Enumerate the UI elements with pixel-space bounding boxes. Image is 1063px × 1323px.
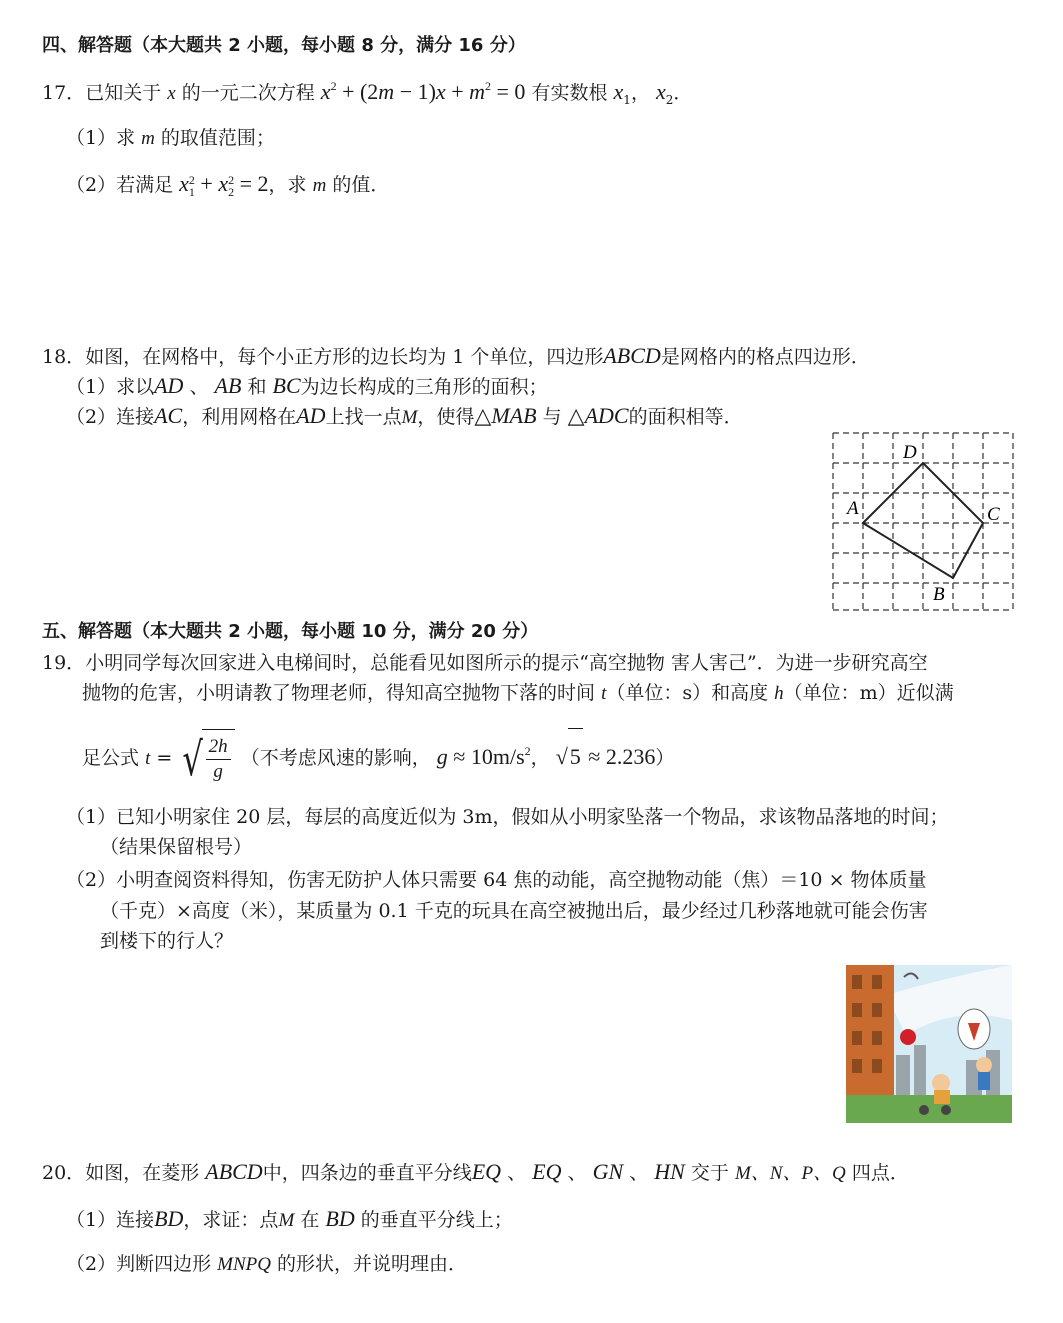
var: x <box>167 83 176 104</box>
text: 如图，在菱形 <box>85 1162 200 1184</box>
question-20-part-1 <box>66 1207 513 1233</box>
text: （单位：m）近似满 <box>783 682 954 704</box>
text: （1）求以 <box>66 376 155 398</box>
var: ABCD <box>205 1159 263 1184</box>
grid-figure <box>825 428 1020 613</box>
text: + <box>445 79 470 104</box>
exp: 2 <box>228 172 235 187</box>
var: m <box>378 79 395 104</box>
var: AB <box>214 373 242 398</box>
question-20-stem <box>42 1160 909 1186</box>
text: （不考虑风速的影响， <box>240 747 431 769</box>
gravity-value <box>437 744 531 769</box>
var: x <box>435 79 446 104</box>
var: △MAB <box>474 403 537 428</box>
text: （2）判断四边形 <box>66 1253 212 1275</box>
text: 如图，在网格中，每个小正方形的边长均为 1 个单位，四边形 <box>85 346 604 368</box>
var: HN <box>654 1159 685 1184</box>
text: 上找一点 <box>325 406 402 428</box>
text: ． <box>673 82 693 104</box>
sqrt-icon: √ <box>182 732 204 786</box>
text: 抛物的危害，小明请教了物理老师，得知高空抛物下落的时间 <box>82 682 596 704</box>
var: x <box>656 79 666 104</box>
var: x <box>218 171 229 196</box>
text: ） <box>655 747 675 769</box>
text: ，求证：点 <box>183 1209 279 1231</box>
text: ， <box>530 747 550 769</box>
var: m <box>141 128 155 149</box>
adult-body <box>934 1090 950 1104</box>
text: （2）连接 <box>66 406 155 428</box>
question-number: 20． <box>42 1162 86 1184</box>
text: + <box>194 171 219 196</box>
var: ABCD <box>603 343 661 368</box>
text: + (2 <box>336 79 379 104</box>
question-number: 18． <box>42 346 86 368</box>
equation <box>321 79 526 104</box>
question-18-stem <box>42 344 870 369</box>
child-figure-icon <box>976 1057 992 1073</box>
var: M、N、P、Q <box>734 1163 846 1184</box>
radicand: 5 <box>568 728 583 785</box>
text: ，利用网格在 <box>182 406 297 428</box>
var: x <box>613 79 624 104</box>
question-number: 17． <box>42 82 86 104</box>
text: （2）若满足 <box>66 174 174 196</box>
var: x <box>179 171 189 196</box>
falling-object-cartoon <box>846 965 1012 1123</box>
question-19-part-2-line-2: （千克）×高度（米），某质量为 0.1 千克的玩具在高空被抛出后，最少经过几秒落地就可能会伤害 <box>100 900 928 922</box>
text: 的一元二次方程 <box>181 82 315 104</box>
text: ，使得 <box>417 406 475 428</box>
quadrilateral-abcd <box>863 463 983 578</box>
text: 有实数根 <box>531 82 608 104</box>
text: − 1) <box>394 79 436 104</box>
grid-lines <box>833 433 1013 610</box>
var: M <box>401 407 418 428</box>
question-17-stem <box>42 80 692 106</box>
var: M <box>278 1210 295 1231</box>
exp: 2 <box>188 172 195 187</box>
sqrt-body <box>202 729 235 786</box>
var: t <box>145 748 151 769</box>
var: h <box>774 683 784 704</box>
exp: 2 <box>330 79 337 93</box>
text: 的值． <box>332 174 390 196</box>
text: 与 <box>542 406 562 428</box>
text: 、 <box>507 1162 527 1184</box>
var: m <box>312 175 327 196</box>
text: 的垂直平分线上； <box>360 1209 513 1231</box>
question-20-part-2 <box>66 1252 467 1277</box>
var: GN <box>592 1159 624 1184</box>
var: BD <box>154 1206 184 1231</box>
question-19-line-1 <box>42 651 928 675</box>
var: MNPQ <box>217 1254 271 1275</box>
equation <box>179 171 269 199</box>
question-19-part-2-line-3: 到楼下的行人？ <box>100 930 234 952</box>
var: AC <box>154 403 183 428</box>
stroller-wheel-icon <box>919 1105 929 1115</box>
label-d: D <box>903 442 917 463</box>
text: 是网格内的格点四边形． <box>660 346 870 368</box>
text: 的取值范围； <box>160 127 275 149</box>
var: EQ <box>471 1159 502 1184</box>
text: = 2 <box>234 171 269 196</box>
sub: 1 <box>188 184 195 199</box>
text: ，求 <box>268 174 307 196</box>
text: （1）连接 <box>66 1209 155 1231</box>
numerator: 2h <box>206 735 231 760</box>
adult-figure-icon <box>932 1074 950 1092</box>
text: 四点． <box>851 1162 909 1184</box>
label-a: A <box>847 498 859 519</box>
stroller-wheel-icon <box>941 1105 951 1115</box>
text: 的面积相等． <box>628 406 743 428</box>
text: 的形状，并说明理由． <box>277 1253 468 1275</box>
var: AD <box>296 403 326 428</box>
question-18-part-1 <box>66 374 548 399</box>
text: 小明同学每次回家进入电梯间时，总能看见如图所示的提示“高空抛物 害人害己”．为进一步研究高空 <box>85 652 928 674</box>
text: = <box>150 747 179 769</box>
question-19-formula-line <box>82 728 674 784</box>
text: 为边长构成的三角形的面积； <box>300 376 548 398</box>
exp: 2 <box>524 744 531 758</box>
text: 中，四条边的垂直平分线 <box>262 1162 472 1184</box>
text: 和 <box>247 376 267 398</box>
question-18-part-2 <box>66 404 743 430</box>
fraction <box>206 735 231 784</box>
sub: 2 <box>228 184 235 199</box>
text: 、 <box>189 376 209 398</box>
grass <box>846 1095 1012 1123</box>
question-19-part-1-note: （结果保留根号） <box>100 836 253 858</box>
sub: 2 <box>665 93 674 107</box>
section-heading-4: 四、解答题（本大题共 2 小题，每小题 8 分，满分 16 分） <box>42 35 526 56</box>
child-body <box>978 1072 990 1090</box>
var: BC <box>272 373 301 398</box>
text: （1）求 <box>66 127 136 149</box>
question-17-part-2 <box>66 172 389 198</box>
exp: 2 <box>485 79 491 93</box>
var: EQ <box>532 1159 562 1184</box>
var: △ADC <box>567 403 629 428</box>
var: t <box>601 683 607 704</box>
question-number: 19． <box>42 652 86 674</box>
text: 在 <box>300 1209 320 1231</box>
text: 、 <box>567 1162 587 1184</box>
label-c: C <box>987 504 1000 525</box>
sqrt5-value <box>556 744 656 769</box>
text: 已知关于 <box>85 82 162 104</box>
var: BD <box>325 1206 355 1231</box>
sqrt-icon: √ <box>555 744 568 769</box>
falling-apple-icon <box>900 1029 916 1045</box>
sub: 1 <box>623 93 631 107</box>
text: 足公式 <box>82 747 140 769</box>
text: 交于 <box>690 1162 729 1184</box>
var: g <box>436 744 448 769</box>
var: m <box>469 79 485 104</box>
question-19-part-2-line-1: （2）小明查阅资料得知，伤害无防护人体只需要 64 焦的动能，高空抛物动能（焦）＝10 × 物体质量 <box>66 869 927 891</box>
var: AD <box>154 373 184 398</box>
label-b: B <box>933 584 945 605</box>
question-19-line-2 <box>82 681 954 706</box>
text: 、 <box>629 1162 649 1184</box>
section-heading-5: 五、解答题（本大题共 2 小题，每小题 10 分，满分 20 分） <box>42 621 539 642</box>
text: ， <box>630 82 650 104</box>
text: ≈ 2.236 <box>582 744 656 769</box>
question-19-part-1: （1）已知小明家住 20 层，每层的高度近似为 3m，假如从小明家坠落一个物品，求该物品落地的时间； <box>66 806 949 828</box>
text: = 0 <box>491 79 526 104</box>
text: ≈ 10m/s <box>447 744 525 769</box>
var: x <box>320 79 331 104</box>
denominator: g <box>213 760 223 782</box>
question-17-part-1 <box>66 126 275 151</box>
text: （单位：s）和高度 <box>606 682 769 704</box>
